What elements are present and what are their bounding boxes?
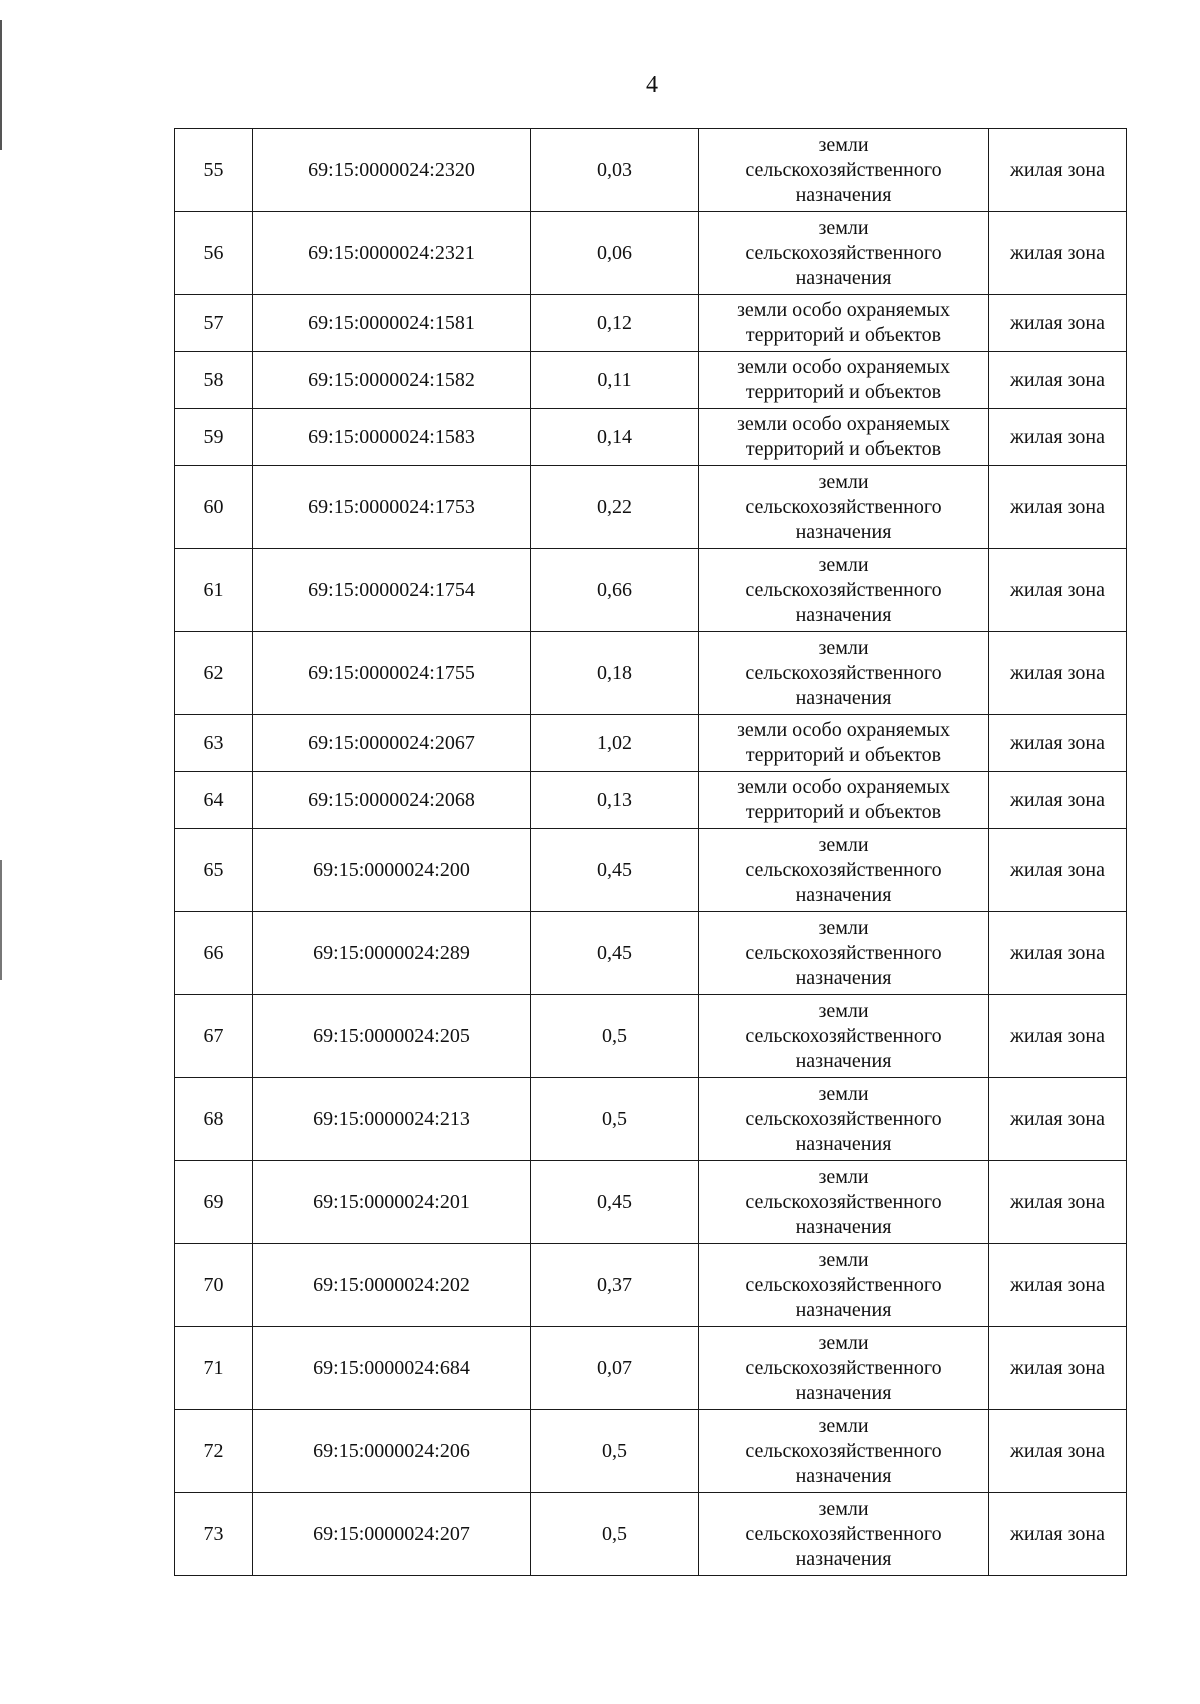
row-number-cell: 71 <box>175 1327 253 1410</box>
land-plots-table <box>174 128 1127 1576</box>
land-category-cell: земли сельскохозяйственного назначения <box>699 1244 989 1327</box>
zone-cell: жилая зона <box>989 912 1127 995</box>
row-number-cell: 67 <box>175 995 253 1078</box>
area-cell: 0,66 <box>531 549 699 632</box>
row-number-cell: 60 <box>175 466 253 549</box>
cadastral-number-cell: 69:15:0000024:206 <box>253 1410 531 1493</box>
zone-cell: жилая зона <box>989 295 1127 352</box>
row-number-cell: 70 <box>175 1244 253 1327</box>
cadastral-number-cell: 69:15:0000024:200 <box>253 829 531 912</box>
page-number <box>0 70 1200 100</box>
area-cell: 0,5 <box>531 1410 699 1493</box>
land-category-cell: земли особо охраняемых территорий и объектов <box>699 295 989 352</box>
table-row <box>175 466 1127 549</box>
zone-cell: жилая зона <box>989 829 1127 912</box>
cadastral-number-cell: 69:15:0000024:2068 <box>253 772 531 829</box>
table-row <box>175 912 1127 995</box>
table-row <box>175 829 1127 912</box>
land-category-cell: земли особо охраняемых территорий и объектов <box>699 352 989 409</box>
table-row <box>175 715 1127 772</box>
area-cell: 0,14 <box>531 409 699 466</box>
area-cell: 0,45 <box>531 912 699 995</box>
table-row <box>175 129 1127 212</box>
zone-cell: жилая зона <box>989 632 1127 715</box>
zone-cell: жилая зона <box>989 995 1127 1078</box>
zone-cell: жилая зона <box>989 212 1127 295</box>
land-category-cell: земли сельскохозяйственного назначения <box>699 912 989 995</box>
row-number-cell: 65 <box>175 829 253 912</box>
land-category-cell: земли сельскохозяйственного назначения <box>699 466 989 549</box>
cadastral-number-cell: 69:15:0000024:2320 <box>253 129 531 212</box>
zone-cell: жилая зона <box>989 409 1127 466</box>
land-category-cell: земли сельскохозяйственного назначения <box>699 1078 989 1161</box>
land-category-cell: земли особо охраняемых территорий и объектов <box>699 772 989 829</box>
row-number-cell: 61 <box>175 549 253 632</box>
cadastral-number-cell: 69:15:0000024:213 <box>253 1078 531 1161</box>
cadastral-number-cell: 69:15:0000024:1754 <box>253 549 531 632</box>
table-row <box>175 1493 1127 1576</box>
table-row <box>175 1161 1127 1244</box>
row-number-cell: 64 <box>175 772 253 829</box>
table-row <box>175 352 1127 409</box>
table-row <box>175 1410 1127 1493</box>
row-number-cell: 55 <box>175 129 253 212</box>
area-cell: 0,45 <box>531 1161 699 1244</box>
zone-cell: жилая зона <box>989 129 1127 212</box>
cadastral-number-cell: 69:15:0000024:1753 <box>253 466 531 549</box>
row-number-cell: 72 <box>175 1410 253 1493</box>
area-cell: 0,5 <box>531 995 699 1078</box>
table-row <box>175 632 1127 715</box>
scan-edge-mark <box>0 860 2 980</box>
table-row <box>175 1244 1127 1327</box>
table-row <box>175 1327 1127 1410</box>
row-number-cell: 66 <box>175 912 253 995</box>
zone-cell: жилая зона <box>989 352 1127 409</box>
row-number-cell: 58 <box>175 352 253 409</box>
land-category-cell: земли сельскохозяйственного назначения <box>699 212 989 295</box>
area-cell: 0,18 <box>531 632 699 715</box>
table-row <box>175 295 1127 352</box>
row-number-cell: 68 <box>175 1078 253 1161</box>
area-cell: 0,22 <box>531 466 699 549</box>
land-category-cell: земли сельскохозяйственного назначения <box>699 1410 989 1493</box>
cadastral-number-cell: 69:15:0000024:2321 <box>253 212 531 295</box>
zone-cell: жилая зона <box>989 1244 1127 1327</box>
zone-cell: жилая зона <box>989 715 1127 772</box>
area-cell: 0,11 <box>531 352 699 409</box>
zone-cell: жилая зона <box>989 1410 1127 1493</box>
row-number-cell: 73 <box>175 1493 253 1576</box>
zone-cell: жилая зона <box>989 1327 1127 1410</box>
area-cell: 0,45 <box>531 829 699 912</box>
area-cell: 0,5 <box>531 1078 699 1161</box>
table-body <box>175 129 1127 1576</box>
row-number-cell: 56 <box>175 212 253 295</box>
area-cell: 0,37 <box>531 1244 699 1327</box>
cadastral-number-cell: 69:15:0000024:1582 <box>253 352 531 409</box>
table-row <box>175 1078 1127 1161</box>
area-cell: 0,03 <box>531 129 699 212</box>
zone-cell: жилая зона <box>989 772 1127 829</box>
cadastral-number-cell: 69:15:0000024:207 <box>253 1493 531 1576</box>
area-cell: 0,07 <box>531 1327 699 1410</box>
area-cell: 0,06 <box>531 212 699 295</box>
cadastral-number-cell: 69:15:0000024:684 <box>253 1327 531 1410</box>
table-row <box>175 409 1127 466</box>
table-row <box>175 995 1127 1078</box>
cadastral-number-cell: 69:15:0000024:2067 <box>253 715 531 772</box>
zone-cell: жилая зона <box>989 1493 1127 1576</box>
land-category-cell: земли сельскохозяйственного назначения <box>699 1327 989 1410</box>
land-category-cell: земли сельскохозяйственного назначения <box>699 129 989 212</box>
zone-cell: жилая зона <box>989 1161 1127 1244</box>
land-category-cell: земли сельскохозяйственного назначения <box>699 829 989 912</box>
land-category-cell: земли особо охраняемых территорий и объектов <box>699 715 989 772</box>
cadastral-number-cell: 69:15:0000024:202 <box>253 1244 531 1327</box>
land-category-cell: земли сельскохозяйственного назначения <box>699 549 989 632</box>
row-number-cell: 69 <box>175 1161 253 1244</box>
cadastral-number-cell: 69:15:0000024:1583 <box>253 409 531 466</box>
row-number-cell: 57 <box>175 295 253 352</box>
cadastral-number-cell: 69:15:0000024:1581 <box>253 295 531 352</box>
cadastral-number-cell: 69:15:0000024:205 <box>253 995 531 1078</box>
cadastral-number-cell: 69:15:0000024:201 <box>253 1161 531 1244</box>
cadastral-number-cell: 69:15:0000024:1755 <box>253 632 531 715</box>
table-row <box>175 549 1127 632</box>
area-cell: 1,02 <box>531 715 699 772</box>
row-number-cell: 62 <box>175 632 253 715</box>
table-row <box>175 772 1127 829</box>
land-category-cell: земли сельскохозяйственного назначения <box>699 1161 989 1244</box>
zone-cell: жилая зона <box>989 549 1127 632</box>
land-category-cell: земли сельскохозяйственного назначения <box>699 632 989 715</box>
land-category-cell: земли сельскохозяйственного назначения <box>699 995 989 1078</box>
zone-cell: жилая зона <box>989 1078 1127 1161</box>
area-cell: 0,12 <box>531 295 699 352</box>
land-category-cell: земли особо охраняемых территорий и объектов <box>699 409 989 466</box>
cadastral-number-cell: 69:15:0000024:289 <box>253 912 531 995</box>
zone-cell: жилая зона <box>989 466 1127 549</box>
area-cell: 0,5 <box>531 1493 699 1576</box>
land-category-cell: земли сельскохозяйственного назначения <box>699 1493 989 1576</box>
area-cell: 0,13 <box>531 772 699 829</box>
row-number-cell: 59 <box>175 409 253 466</box>
page-number-text: 4 <box>646 72 658 98</box>
table-row <box>175 212 1127 295</box>
row-number-cell: 63 <box>175 715 253 772</box>
